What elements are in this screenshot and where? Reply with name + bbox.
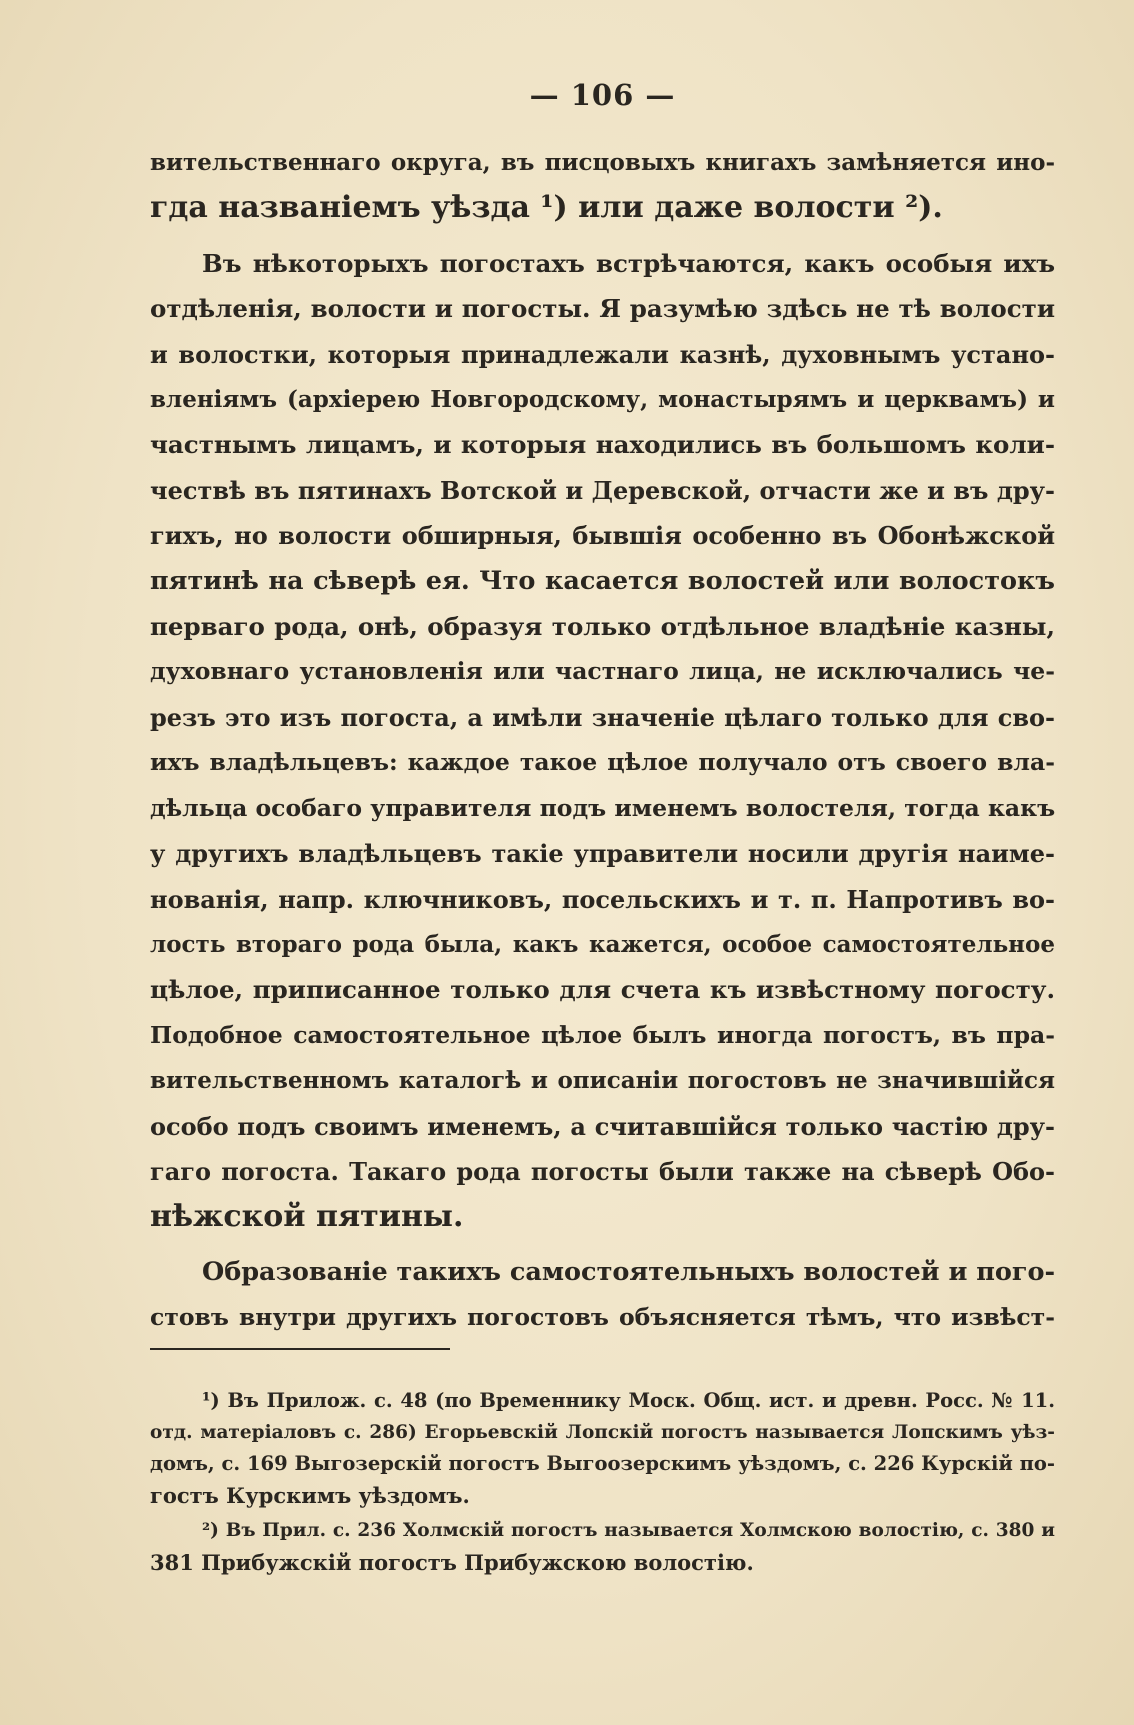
text-line: отдѣленія, волости и погосты. Я разумѣю здѣсь не тѣ волости <box>150 294 1055 324</box>
footnote-line: отд. матеріаловъ с. 286) Егорьевскій Лопскій погостъ называется Лопскимъ уѣз- <box>150 1421 1055 1443</box>
text-line: вленіямъ (архіерею Новгородскому, монастырямъ и церквамъ) и <box>150 386 1055 414</box>
text-line: особо подъ своимъ именемъ, а считавшійся только частію дру- <box>150 1111 1055 1141</box>
text-line: цѣлое, приписанное только для счета къ извѣстному погосту. <box>150 975 1055 1005</box>
paragraph-1 <box>150 140 1055 231</box>
footnote-line: ²) Въ Прил. с. 236 Холмскій погостъ называется Холмскою волостію, с. 380 и <box>202 1520 1055 1542</box>
text-line: стовъ внутри другихъ погостовъ объясняется тѣмъ, что извѣст- <box>150 1303 1055 1332</box>
text-line: вительственнаго округа, въ писцовыхъ книгахъ замѣняется ино- <box>150 149 1055 176</box>
text-line: резъ это изъ погоста, а имѣли значеніе цѣлаго только для сво- <box>150 702 1055 732</box>
text-line: гихъ, но волости обширныя, бывшія особенно въ Обонѣжской <box>150 521 1055 551</box>
text-line: у другихъ владѣльцевъ такіе управители носили другія наиме- <box>150 839 1055 869</box>
text-line: частнымъ лицамъ, и которыя находились въ большомъ коли- <box>150 430 1055 460</box>
text-line: перваго рода, онѣ, образуя только отдѣльное владѣніе казны, <box>150 612 1055 642</box>
text-line: нованія, напр. ключниковъ, посельскихъ и т. п. Напротивъ во- <box>150 884 1055 914</box>
text-line: и волостки, которыя принадлежали казнѣ, духовнымъ устано- <box>150 339 1055 369</box>
footnote-1 <box>150 1385 1055 1511</box>
text-line: дѣльца особаго управителя подъ именемъ волостеля, тогда какъ <box>150 793 1056 822</box>
text-line: пятинѣ на сѣверѣ ея. Что касается волостей или волостокъ <box>150 565 1055 596</box>
text-line: лость втораго рода была, какъ кажется, особое самостоятельное <box>150 930 1055 958</box>
text-line: ихъ владѣльцевъ: каждое такое цѣлое получало отъ своего вла- <box>150 748 1055 777</box>
text-line: Подобное самостоятельное цѣлое былъ иногда погостъ, въ пра- <box>150 1020 1055 1049</box>
text-line: вительственномъ каталогѣ и описаніи погостовъ не значившійся <box>150 1067 1055 1095</box>
footnote-line: 381 Прибужскій погостъ Прибужскою волостію. <box>150 1549 754 1575</box>
text-line: Образованіе такихъ самостоятельныхъ волостей и пого- <box>202 1256 1056 1287</box>
footnote-line: домъ, с. 169 Выгозерскій погостъ Выгоозерскимъ уѣздомъ, с. 226 Курскій по- <box>150 1452 1055 1476</box>
text-line: духовнаго установленія или частнаго лица, не исключались че- <box>150 657 1055 686</box>
text-line: нѣжской пятины. <box>150 1199 464 1235</box>
page-number-header: — 106 — <box>529 78 676 112</box>
text-line: чествѣ въ пятинахъ Вотской и Деревской, отчасти же и въ дру- <box>150 475 1055 505</box>
paragraph-2 <box>150 241 1055 1240</box>
footnotes <box>150 1385 1055 1579</box>
paragraph-3 <box>150 1250 1055 1341</box>
main-text <box>150 140 1055 1341</box>
text-line: гаго погоста. Такаго рода погосты были также на сѣверѣ Обо- <box>150 1156 1055 1186</box>
text-line: гда названіемъ уѣзда ¹) или даже волости ²). <box>150 190 943 226</box>
footnote-separator <box>150 1348 450 1350</box>
footnote-line: гостъ Курскимъ уѣздомъ. <box>150 1482 470 1508</box>
text-line: Въ нѣкоторыхъ погостахъ встрѣчаются, какъ особыя ихъ <box>202 248 1055 278</box>
footnote-2 <box>150 1515 1055 1578</box>
footnote-line: ¹) Въ Прилож. с. 48 (по Временнику Моск. Общ. ист. и древн. Росс. № 11. <box>202 1389 1055 1412</box>
